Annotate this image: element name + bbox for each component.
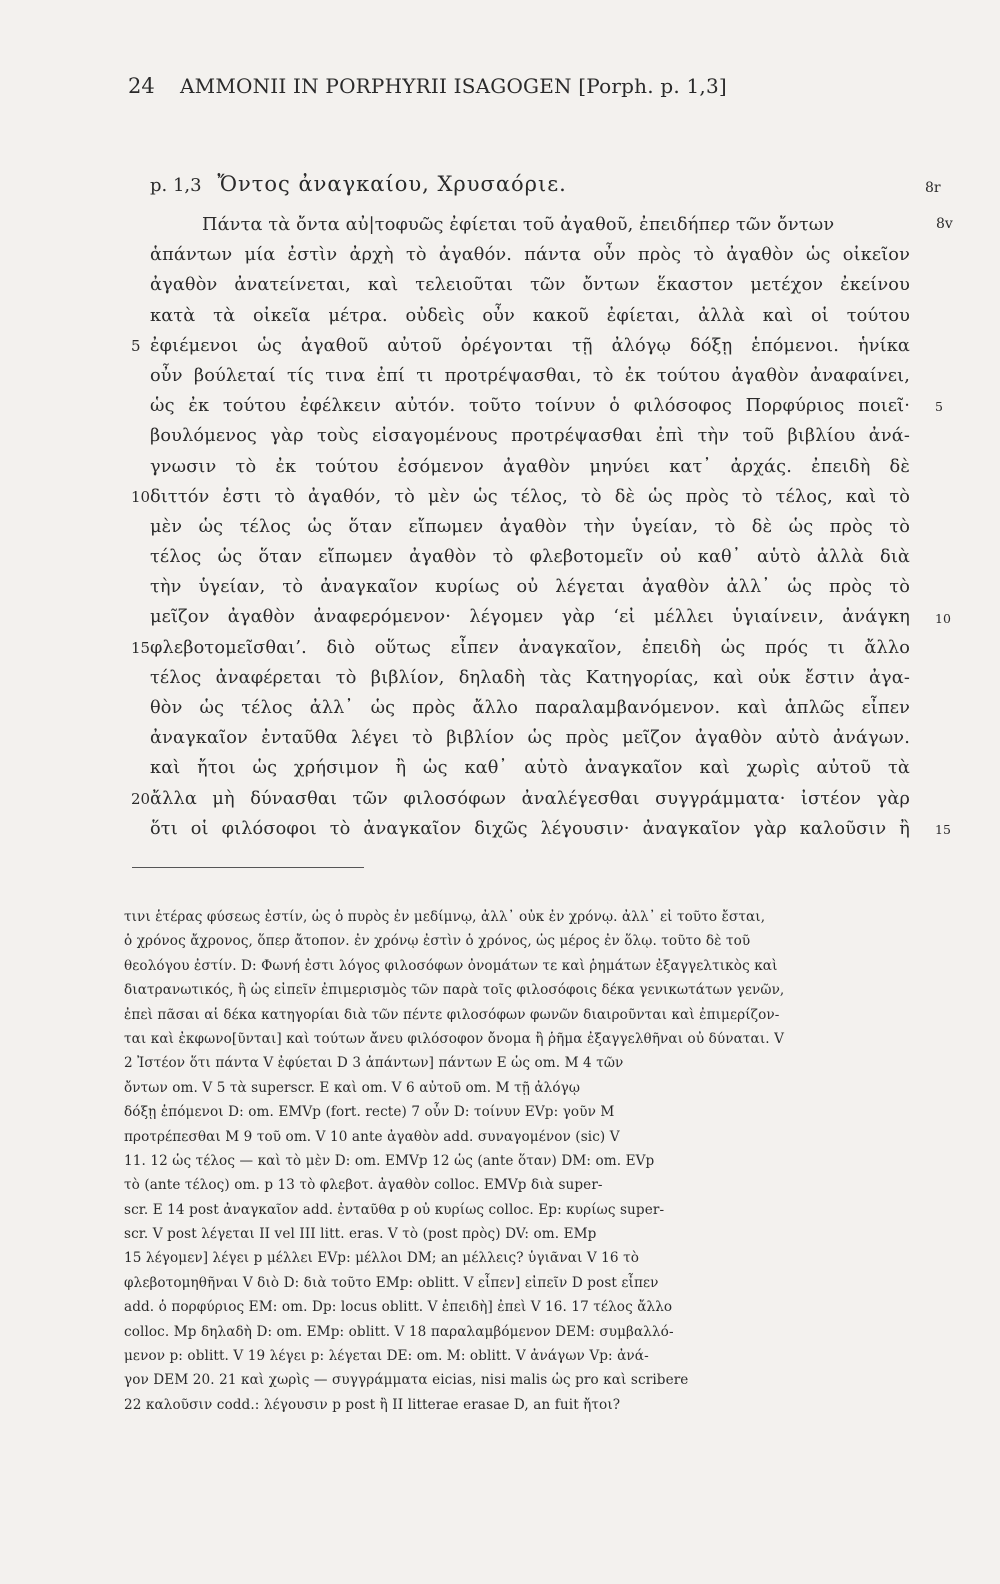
text-line: βουλόμενος γὰρ τοὺς εἰσαγομένους προτρέψασθαι ἐπὶ τὴν τοῦ βιβλίου ἀνά- — [150, 426, 910, 447]
apparatus-line: ὄντων om. V 5 τὰ superscr. E καὶ om. V 6 αὐτοῦ om. M τῇ ἀλόγῳ — [124, 1079, 581, 1096]
text-line: τὴν ὑγείαν, τὸ ἀναγκαῖον κυρίως οὐ λέγεται ἀγαθὸν ἀλλ᾽ ὡς πρὸς τὸ — [150, 577, 910, 598]
text-line: ἀγαθὸν ἀνατείνεται, καὶ τελειοῦται τῶν ὄντων ἕκαστον μετέχον ἐκείνου — [150, 275, 910, 296]
text-line: μεῖζον ἀγαθὸν ἀναφερόμενον· λέγομεν γὰρ ‘εἰ μέλλει ὑγιαίνειν, ἀνάγκη — [150, 607, 910, 628]
text-line: ὡς ἐκ τούτου ἐφέλκειν αὐτόν. τοῦτο τοίνυν ὁ φιλόσοφος Πορφύριος ποιεῖ· — [150, 396, 910, 417]
text-line: καὶ ἤτοι ὡς χρήσιμον ἢ ὡς καθ᾽ αὑτὸ ἀναγκαῖον καὶ χωρὶς αὐτοῦ τὰ — [150, 758, 910, 779]
apparatus-criticus — [124, 905, 916, 1417]
apparatus-line: colloc. Mp δηλαδὴ D: om. EMp: oblitt. V 18 παραλαμβόμενον DEM: συμβαλλό- — [124, 1323, 674, 1340]
line-number-right: 15 — [935, 822, 951, 837]
running-head: AMMONII IN PORPHYRII ISAGOGEN [Porph. p. 1,3] — [180, 74, 727, 98]
folio-mark: 8r — [925, 180, 941, 196]
text-line: τέλος ὡς ὅταν εἴπωμεν ἀγαθὸν τὸ φλεβοτομεῖν οὐ καθ᾽ αὑτὸ ἀλλὰ διὰ — [150, 547, 910, 568]
text-line: ἁπάντων μία ἐστὶν ἀρχὴ τὸ ἀγαθόν. πάντα οὖν πρὸς τὸ ἀγαθὸν ὡς οἰκεῖον — [150, 245, 910, 266]
text-line: γνωσιν τὸ ἐκ τούτου ἐσόμενον ἀγαθὸν μηνύει κατ᾽ ἀρχάς. ἐπειδὴ δὲ — [150, 456, 910, 477]
text-line: ἐφιέμενοι ὡς ἀγαθοῦ αὐτοῦ ὀρέγονται τῇ ἀλόγῳ δόξῃ ἑπόμενοι. ἡνίκα — [150, 335, 910, 356]
line-number-left: 20 — [131, 789, 151, 808]
page-header — [128, 74, 808, 104]
text-line: ἄλλα μὴ δύνασθαι τῶν φιλοσόφων ἀναλέγεσθαι συγγράμματα· ἰστέον γὰρ — [150, 788, 910, 809]
apparatus-line: θεολόγου ἐστίν. D: Φωνή ἐστι λόγος φιλοσόφων ὀνομάτων τε καὶ ῥημάτων ἐξαγγελτικὸς καὶ — [124, 957, 778, 974]
apparatus-line: φλεβοτομηθῆναι V διὸ D: διὰ τοῦτο EMp: oblitt. V εἶπεν] εἰπεῖν D post εἶπεν — [124, 1274, 659, 1291]
text-line: ὅτι οἱ φιλόσοφοι τὸ ἀναγκαῖον διχῶς λέγουσιν· ἀναγκαῖον γὰρ καλοῦσιν ἢ — [150, 818, 910, 839]
apparatus-line: προτρέπεσθαι M 9 τοῦ om. V 10 ante ἀγαθὸν add. συναγομένον (sic) V — [124, 1128, 620, 1145]
line-number-right: 5 — [935, 399, 943, 415]
text-line: διττόν ἐστι τὸ ἀγαθόν, τὸ μὲν ὡς τέλος, τὸ δὲ ὡς πρὸς τὸ τέλος, καὶ τὸ — [150, 486, 910, 507]
apparatus-line: γον DEM 20. 21 καὶ χωρὶς — συγγράμματα eicias, nisi malis ὡς pro καὶ scribere — [124, 1372, 689, 1389]
apparatus-line: scr. V post λέγεται II vel III litt. eras. V τὸ (post πρὸς) DV: om. EMp — [124, 1226, 597, 1243]
text-line: κατὰ τὰ οἰκεῖα μέτρα. οὐδεὶς οὖν κακοῦ ἐφίεται, ἀλλὰ καὶ οἱ τούτου — [150, 305, 910, 326]
apparatus-line: 15 λέγομεν] λέγει p μέλλει EVp: μέλλοι DM; an μέλλεις? ὑγιᾶναι V 16 τὸ — [124, 1250, 639, 1267]
apparatus-line: μενον p: oblitt. V 19 λέγει p: λέγεται DE: om. M: oblitt. V ἀνάγων Vp: ἀνά- — [124, 1348, 649, 1365]
text-line: θὸν ὡς τέλος ἀλλ᾽ ὡς πρὸς ἄλλο παραλαμβανόμενον. καὶ ἁπλῶς εἶπεν — [150, 698, 910, 718]
apparatus-line: add. ὁ πορφύριος EM: om. Dp: locus oblitt. V ἐπειδὴ] ἐπεὶ V 16. 17 τέλος ἄλλο — [124, 1299, 673, 1316]
apparatus-line: scr. E 14 post ἀναγκαῖον add. ἐνταῦθα p οὐ κυρίως colloc. Ep: κυρίως super- — [124, 1201, 665, 1218]
lemma-heading — [150, 172, 567, 196]
text-line: τέλος ἀναφέρεται τὸ βιβλίον, δηλαδὴ τὰς Κατηγορίας, καὶ οὐκ ἔστιν ἀγα- — [150, 667, 910, 688]
apparatus-line: τὸ (ante τέλος) om. p 13 τὸ φλεβοτ. ἀγαθὸν colloc. EMVp διὰ super- — [124, 1177, 603, 1194]
folio-mark: 8v — [936, 216, 953, 232]
apparatus-line: δόξῃ ἑπόμενοι D: om. EMVp (fort. recte) 7 οὖν D: τοίνυν EVp: γοῦν M — [124, 1104, 615, 1121]
text-line: φλεβοτομεῖσθαι’. διὸ οὕτως εἶπεν ἀναγκαῖον, ἐπειδὴ ὡς πρός τι ἄλλο — [150, 637, 910, 658]
footnote-rule — [132, 867, 364, 868]
apparatus-line: διατρανωτικός, ἢ ὡς εἰπεῖν ἐπιμερισμὸς τῶν παρὰ τοῖς φιλοσόφοις δέκα γενικωτάτων γενῶν, — [124, 982, 785, 999]
apparatus-line: 22 καλοῦσιν codd.: λέγουσιν p post ἢ II litterae erasae D, an fuit ἤτοι? — [124, 1396, 621, 1413]
lemma-text: Ὄντος ἀναγκαίου, Χρυσαόριε. — [217, 172, 567, 196]
apparatus-line: τινι ἑτέρας φύσεως ἐστίν, ὡς ὁ πυρὸς ἐν μεδίμνῳ, ἀλλ᾽ οὐκ ἐν χρόνῳ. ἀλλ᾽ εἰ τοῦτο ἔσται, — [124, 909, 766, 925]
text-line: Πάντα τὰ ὄντα αὐ|τοφυῶς ἐφίεται τοῦ ἀγαθοῦ, ἐπειδήπερ τῶν ὄντων — [202, 215, 835, 235]
page-number: 24 — [128, 74, 155, 98]
text-line: ἀναγκαῖον ἐνταῦθα λέγει τὸ βιβλίον ὡς πρὸς μεῖζον ἀγαθὸν αὐτὸ ἀνάγων. — [150, 728, 910, 749]
lemma-reference: p. 1,3 — [150, 175, 202, 196]
line-number-right: 10 — [935, 610, 951, 626]
apparatus-line: 2 Ἰστέον ὅτι πάντα V ἐφύεται D 3 ἁπάντων] πάντων E ὡς om. M 4 τῶν — [124, 1055, 624, 1072]
apparatus-line: ἐπεὶ πᾶσαι αἱ δέκα κατηγορίαι διὰ τῶν πέντε φιλοσόφων φωνῶν διαιροῦνται καὶ ἐπιμερίζον- — [124, 1006, 780, 1023]
apparatus-line: ὁ χρόνος ἄχρονος, ὅπερ ἄτοπον. ἐν χρόνῳ ἐστὶν ὁ χρόνος, ὡς μέρος ἐν ὅλῳ. τοῦτο δὲ τοῦ — [124, 933, 751, 950]
line-number-left: 10 — [131, 487, 151, 506]
line-number-left: 15 — [131, 638, 151, 657]
line-number-left: 5 — [131, 336, 141, 355]
apparatus-line: ται καὶ ἐκφωνο[ῦνται] καὶ τούτων ἄνευ φιλόσοφον ὄνομα ἢ ῥῆμα ἐξαγγελθῆναι οὐ δύναται. V — [124, 1030, 785, 1047]
main-text — [150, 210, 910, 844]
apparatus-line: 11. 12 ὡς τέλος — καὶ τὸ μὲν D: om. EMVp 12 ὡς (ante ὅταν) DM: om. EVp — [124, 1152, 655, 1169]
text-line: μὲν ὡς τέλος ὡς ὅταν εἴπωμεν ἀγαθὸν τὴν ὑγείαν, τὸ δὲ ὡς πρὸς τὸ — [150, 516, 910, 537]
text-line: οὖν βούλεταί τίς τινα ἐπί τι προτρέψασθαι, τὸ ἐκ τούτου ἀγαθὸν ἀναφαίνει, — [150, 365, 910, 386]
